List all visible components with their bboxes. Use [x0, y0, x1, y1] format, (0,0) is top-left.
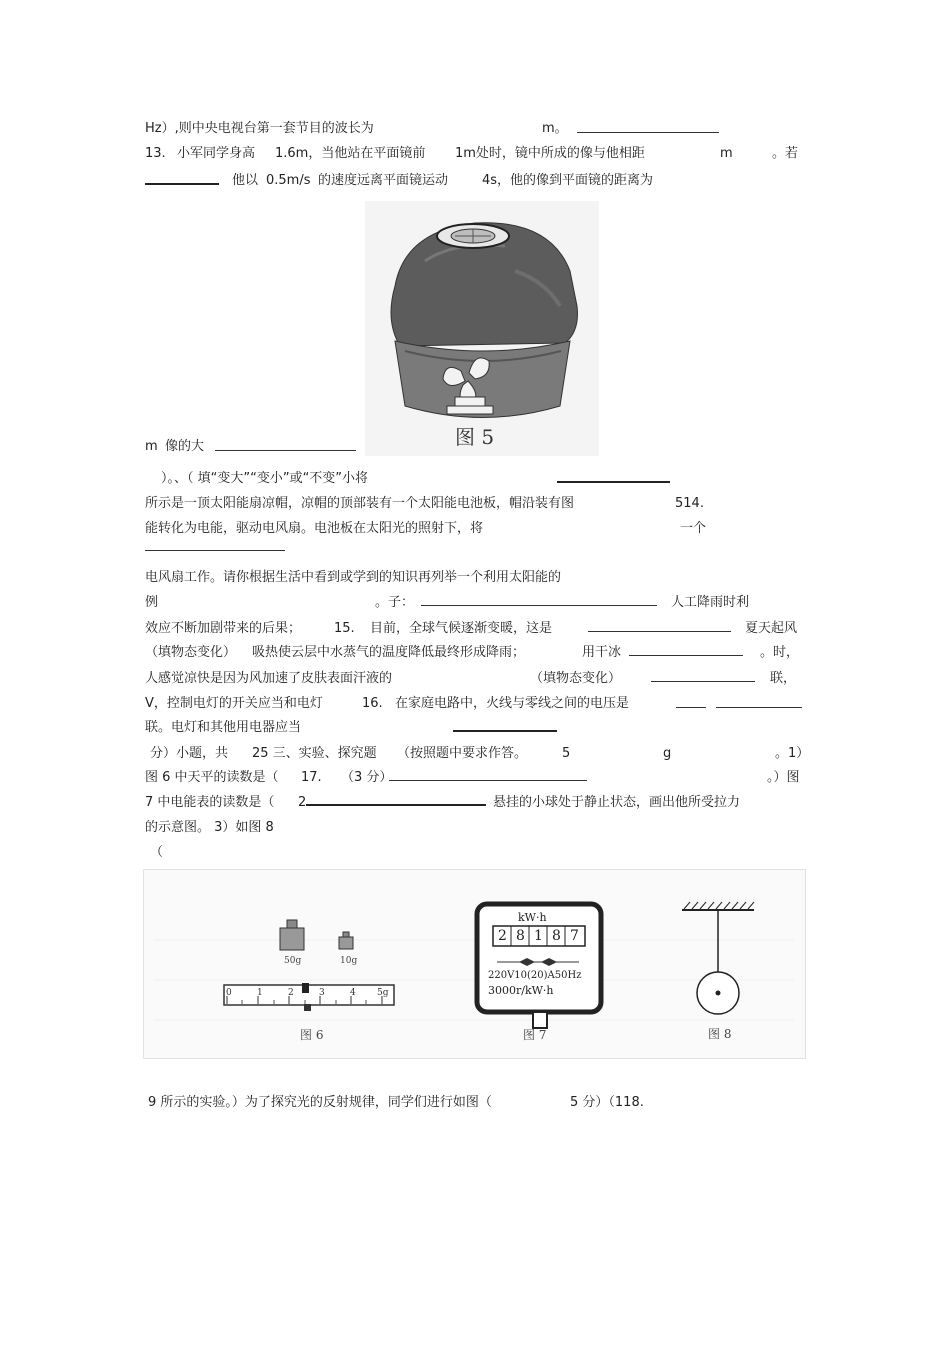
scale-tick-label: 4	[350, 988, 356, 998]
text-line-18: 的示意图。 3）如图 8	[145, 820, 274, 835]
solar-hat-illustration	[365, 201, 599, 456]
text-line-2b: 小军同学身高	[177, 146, 256, 161]
text-line-1b: m。	[542, 121, 568, 136]
answer-blank[interactable]	[145, 550, 285, 551]
text-line-14: 联。电灯和其他用电器应当	[145, 720, 302, 735]
text-line-10a: 效应不断加剧带来的后果；	[145, 621, 302, 636]
figure-6-caption: 图 6	[300, 1028, 324, 1042]
text-line-8: 电风扇工作。请你根据生活中看到或学到的知识再列举一个利用太阳能的	[145, 570, 562, 585]
text-line-12c: 联，	[770, 671, 797, 686]
text-line-11d: 。时，	[760, 645, 800, 660]
text-line-13c: 在家庭电路中，火线与零线之间的电压是	[395, 696, 630, 711]
text-line-3c: 的速度远离平面镜运动	[318, 173, 449, 188]
weight-50g-label: 50g	[284, 956, 302, 966]
text-line-1a: Hz）,则中央电视台第一套节目的波长为	[145, 121, 374, 136]
answer-blank[interactable]	[588, 631, 731, 632]
text-line-4a: m	[145, 439, 158, 454]
text-line-4b: 像的大	[165, 439, 205, 454]
text-line-6b: 514.	[675, 496, 704, 511]
scale-tick-label: 0	[226, 988, 232, 998]
scale-tick-label: 2	[288, 988, 294, 998]
text-line-19: （	[150, 845, 164, 860]
answer-blank[interactable]	[651, 681, 755, 682]
scale-tick-label: 3	[319, 988, 325, 998]
text-line-5: ）。、（ 填“变大”“变小”或“不变”小将	[161, 471, 369, 486]
text-line-2e: m	[720, 146, 733, 161]
meter-digit: 1	[534, 928, 543, 944]
meter-spec-label: 220V10(20)A50Hz	[488, 970, 582, 981]
figure-5-caption: 图 5	[455, 425, 495, 449]
text-line-7a: 能转化为电能，驱动电风扇。电池板在太阳光的照射下，将	[145, 521, 484, 536]
text-line-20a: 9 所示的实验。）为了探究光的反射规律，同学们进行如图（	[148, 1095, 492, 1110]
figure-5-solar-hat	[365, 201, 599, 456]
figure-7-energy-meter	[471, 900, 607, 1045]
text-line-3d: 4s，他的像到平面镜的距离为	[482, 173, 654, 188]
text-line-2d: 1m处时，镜中所成的像与他相距	[455, 146, 645, 161]
answer-blank[interactable]	[145, 183, 219, 185]
text-line-7b: 一个	[680, 521, 707, 536]
text-line-2c: 1.6m，当他站在平面镜前	[275, 146, 426, 161]
question-number-17: 17.	[301, 770, 322, 785]
text-line-17b: 2	[298, 795, 307, 810]
scale-tick-label: 5g	[377, 988, 389, 998]
meter-rate-label: 3000r/kW·h	[488, 984, 554, 997]
text-line-16d: 。）图	[767, 770, 800, 785]
figure-8-caption: 图 8	[708, 1027, 732, 1041]
text-line-17c: 悬挂的小球处于静止状态，画出他所受拉力	[493, 795, 741, 810]
text-line-15d: 5	[562, 746, 571, 761]
text-line-9a: 例	[145, 595, 159, 610]
answer-blank[interactable]	[421, 605, 657, 606]
text-line-15e: g	[663, 746, 672, 761]
text-line-9c: 人工降雨时利	[671, 595, 750, 610]
answer-blank[interactable]	[716, 707, 802, 708]
answer-blank[interactable]	[629, 655, 743, 656]
text-line-2f: 。若	[772, 146, 799, 161]
question-number-13: 13.	[145, 146, 166, 161]
text-line-6a: 所示是一顶太阳能扇凉帽，凉帽的顶部装有一个太阳能电池板，帽沿装有图	[145, 496, 575, 511]
answer-blank[interactable]	[557, 481, 670, 483]
meter-digit: 8	[516, 928, 525, 944]
answer-blank[interactable]	[676, 707, 706, 708]
question-number-16: 16.	[362, 696, 383, 711]
answer-blank[interactable]	[389, 780, 587, 781]
meter-unit-label: kW·h	[518, 911, 547, 924]
text-line-10c: 目前，全球气候逐渐变暖，这是	[370, 621, 553, 636]
answer-blank[interactable]	[215, 450, 356, 451]
balance-weights-illustration	[214, 910, 404, 1045]
text-line-16a: 图 6 中天平的读数是（	[145, 770, 279, 785]
text-line-11a: （填物态变化）	[145, 645, 237, 660]
meter-digit: 2	[498, 928, 507, 944]
text-line-11c: 用干冰	[582, 645, 622, 660]
figure-6-balance	[214, 910, 404, 1045]
meter-digit-decimal: 7	[570, 928, 579, 944]
text-line-16c: （3 分）	[341, 770, 393, 785]
text-line-3a: 他以	[232, 173, 259, 188]
text-line-12a: 人感觉凉快是因为风加速了皮肤表面汗液的	[145, 671, 393, 686]
scale-tick-label: 1	[257, 988, 263, 998]
question-number-15: 15.	[334, 621, 355, 636]
text-line-15f: 。1）	[775, 746, 810, 761]
answer-blank[interactable]	[306, 804, 486, 806]
meter-digit: 8	[552, 928, 561, 944]
weight-10g-label: 10g	[340, 956, 358, 966]
figure-7-caption: 图 7	[523, 1028, 547, 1042]
text-line-17a: 7 中电能表的读数是（	[145, 795, 275, 810]
answer-blank[interactable]	[453, 730, 557, 732]
text-line-10d: 夏天起风	[745, 621, 798, 636]
text-line-20b: 5 分）（118.	[570, 1095, 644, 1110]
text-line-3b: 0.5m/s	[266, 173, 311, 188]
text-line-13a: V，控制电灯的开关应当和电灯	[145, 696, 323, 711]
text-line-9b: 。子：	[375, 595, 415, 610]
text-line-15a: 分）小题，共	[150, 746, 229, 761]
text-line-15b: 25 三、实验、探究题	[252, 746, 377, 761]
figure-8-hanging-ball	[670, 898, 770, 1048]
text-line-11b: 吸热使云层中水蒸气的温度降低最终形成降雨；	[252, 645, 526, 660]
answer-blank[interactable]	[577, 132, 719, 133]
text-line-15c: （按照题中要求作答。	[397, 746, 528, 761]
figures-6-7-8-panel	[143, 869, 806, 1059]
text-line-12b: （填物态变化）	[530, 671, 622, 686]
